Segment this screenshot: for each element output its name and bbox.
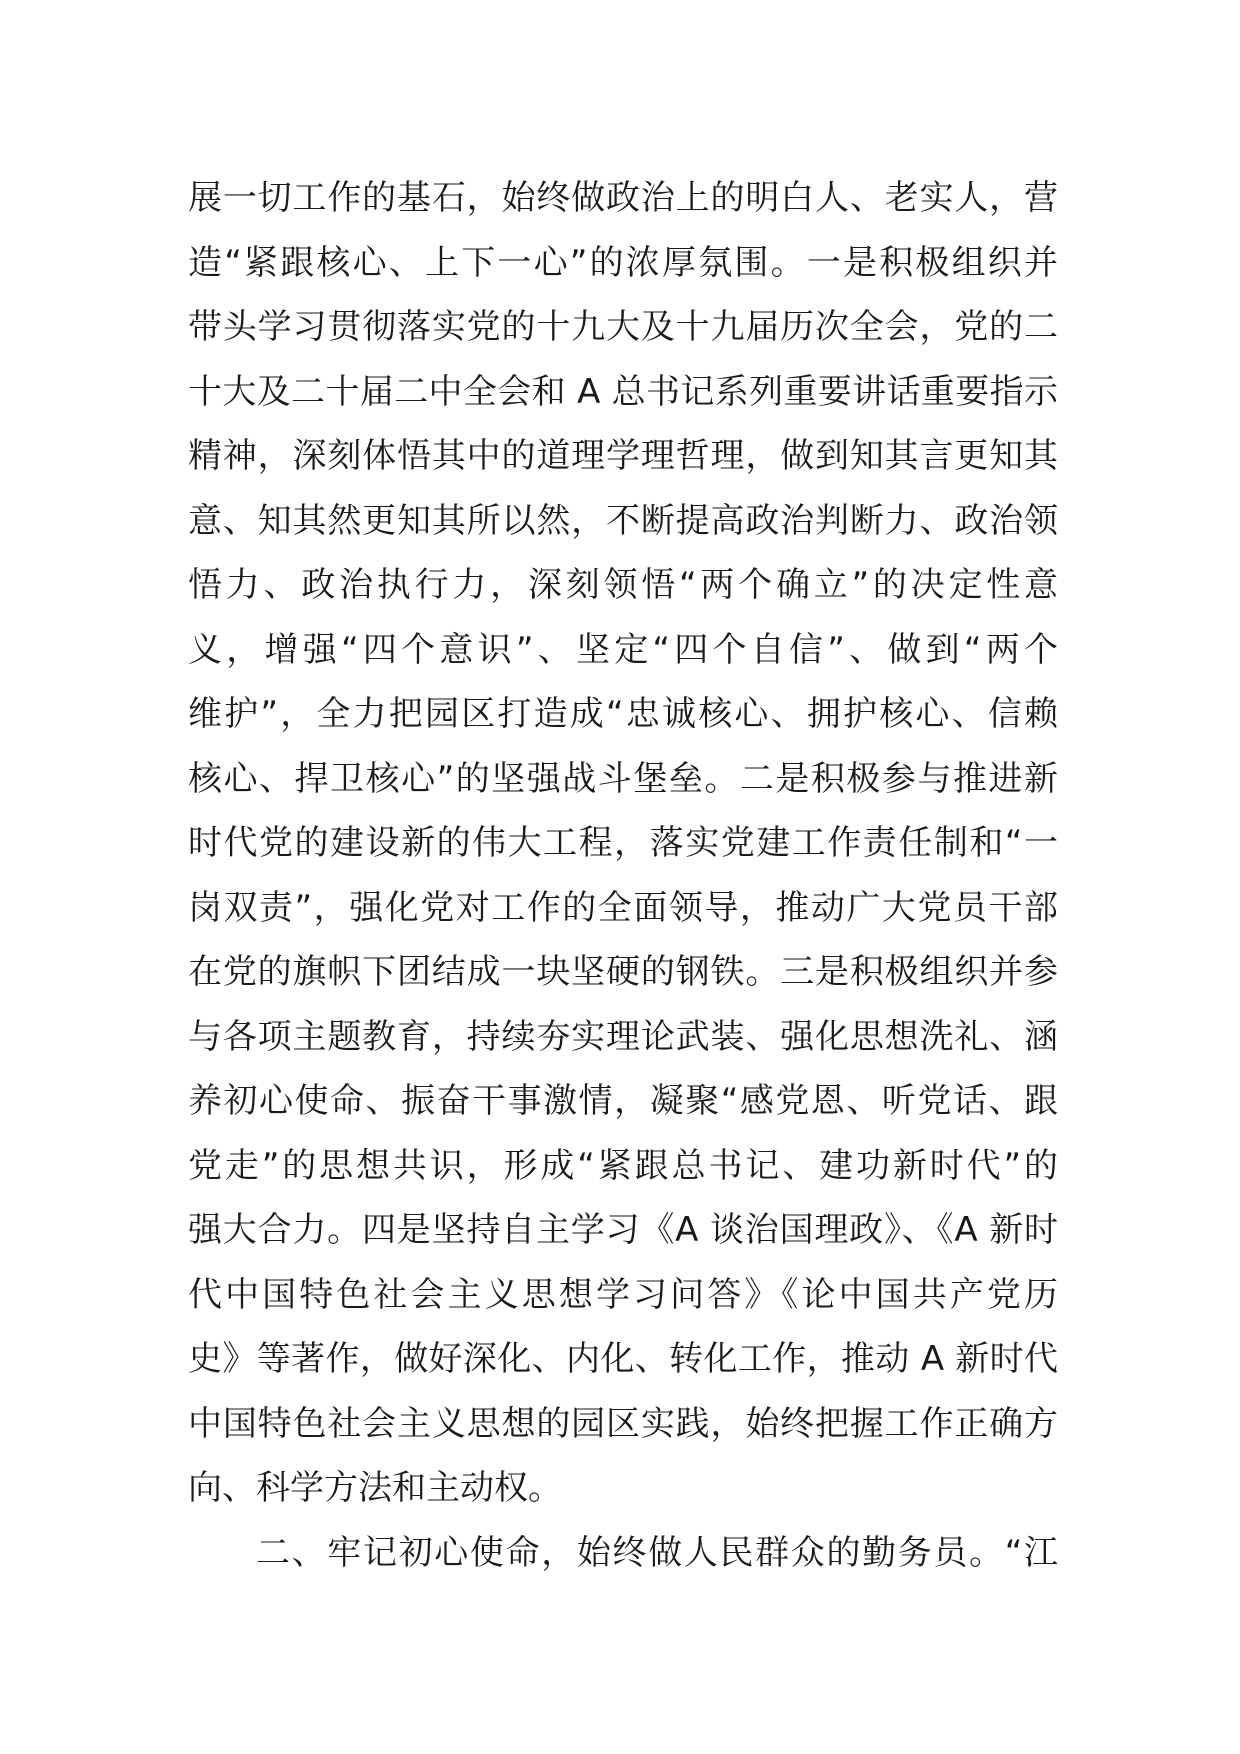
- paragraph-line-11: 时代党的建设新的伟大工程，落实党建工作责任制和“一: [188, 823, 1058, 863]
- paragraph-line-14: 与各项主题教育，持续夯实理论武装、强化思想洗礼、涵: [188, 1016, 1058, 1057]
- paragraph-line-10: 核心、捍卫核心”的坚强战斗堡垒。二是积极参与推进新: [188, 758, 1058, 799]
- paragraph-line-18: 代中国特色社会主义思想学习问答》《论中国共产党历: [188, 1274, 1058, 1315]
- paragraph-line-19: 史》等著作，做好深化、内化、转化工作，推动 A 新时代: [188, 1339, 1058, 1379]
- paragraph-line-8: 义，增强“四个意识”、坚定“四个自信”、做到“两个: [188, 629, 1058, 670]
- document-body: [188, 166, 1058, 1585]
- paragraph-line-16: 党走”的思想共识，形成“紧跟总书记、建功新时代”的: [188, 1145, 1058, 1186]
- paragraph-line-15: 养初心使命、振奋干事激情，凝聚“感党恩、听党话、跟: [188, 1081, 1058, 1121]
- paragraph-line-4: 十大及二十届二中全会和 A 总书记系列重要讲话重要指示: [188, 371, 1058, 412]
- paragraph-line-7: 悟力、政治执行力，深刻领悟“两个确立”的决定性意: [188, 565, 1058, 605]
- paragraph-line-3: 带头学习贯彻落实党的十九大及十九届历次全会，党的二: [188, 307, 1058, 347]
- paragraph-line-17: 强大合力。四是坚持自主学习《A 谈治国理政》、《A 新时: [188, 1210, 1058, 1250]
- paragraph-line-21: 向、科学方法和主动权。: [188, 1468, 562, 1508]
- paragraph-line-20: 中国特色社会主义思想的园区实践，始终把握工作正确方: [188, 1403, 1058, 1444]
- paragraph-line-1: 展一切工作的基石，始终做政治上的明白人、老实人，营: [188, 178, 1058, 218]
- paragraph-line-13: 在党的旗帜下团结成一块坚硬的钢铁。三是积极组织并参: [188, 952, 1058, 992]
- paragraph-line-12: 岗双责”，强化党对工作的全面领导，推动广大党员干部: [188, 887, 1058, 928]
- section-heading-2: 二、牢记初心使命，始终做人民群众的勤务员。“江: [256, 1532, 1058, 1573]
- paragraph-line-2: 造“紧跟核心、上下一心”的浓厚氛围。一是积极组织并: [188, 242, 1058, 283]
- paragraph-line-6: 意、知其然更知其所以然，不断提高政治判断力、政治领: [188, 500, 1058, 541]
- paragraph-line-5: 精神，深刻体悟其中的道理学理哲理，做到知其言更知其: [188, 436, 1058, 476]
- paragraph-line-9: 维护”，全力把园区打造成“忠诚核心、拥护核心、信赖: [188, 694, 1058, 734]
